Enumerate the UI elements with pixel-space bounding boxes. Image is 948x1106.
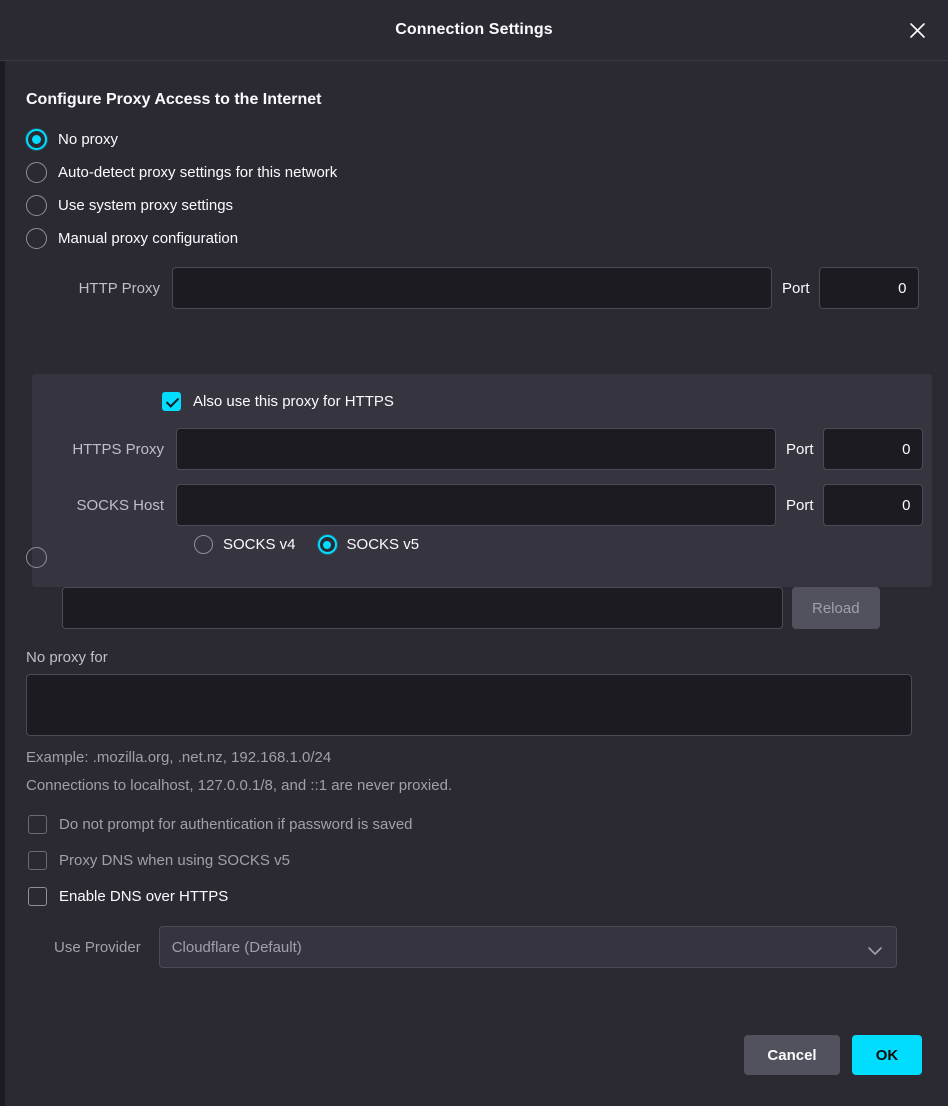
also-https-checkbox[interactable] <box>162 392 181 411</box>
radio-auto-detect[interactable] <box>26 162 47 183</box>
option-row-enable-doh[interactable] <box>26 887 922 906</box>
radio-socks-v5[interactable] <box>318 535 337 554</box>
pac-url-row <box>26 587 922 629</box>
socks-host-input[interactable] <box>176 484 776 526</box>
https-proxy-label: HTTPS Proxy <box>72 440 164 458</box>
socks-port-label: Port <box>786 496 814 514</box>
radio-row-no-proxy[interactable] <box>26 123 922 156</box>
https-socks-group <box>32 374 932 587</box>
reload-button[interactable]: Reload <box>792 587 880 629</box>
radio-row-auto-detect[interactable] <box>26 156 922 189</box>
cancel-button[interactable]: Cancel <box>744 1035 840 1075</box>
radio-label-socks-v5: SOCKS v5 <box>346 536 420 553</box>
pac-url-input[interactable] <box>62 587 783 629</box>
radio-row-system-proxy[interactable] <box>26 189 922 222</box>
radio-pac-url[interactable] <box>26 547 47 568</box>
radio-label-system-proxy: Use system proxy settings <box>58 197 234 214</box>
no-proxy-example: Example: .mozilla.org, .net.nz, 192.168.1.0/24 <box>26 749 332 766</box>
https-port-input[interactable] <box>823 428 923 470</box>
option-row-proxy-dns-socks5[interactable] <box>26 851 922 870</box>
proxy-dns-socks5-checkbox[interactable] <box>28 851 47 870</box>
also-https-row[interactable] <box>32 386 932 416</box>
ok-button[interactable]: OK <box>852 1035 922 1075</box>
http-port-label: Port <box>782 279 810 297</box>
radio-label-manual-proxy: Manual proxy configuration <box>58 230 239 247</box>
socks-host-label: SOCKS Host <box>76 496 164 514</box>
socks-port-input[interactable] <box>823 484 923 526</box>
http-proxy-row <box>26 267 922 309</box>
no-proxy-for-label: No proxy for <box>26 649 108 666</box>
provider-row <box>26 926 922 968</box>
enable-doh-label: Enable DNS over HTTPS <box>59 888 229 905</box>
radio-row-socks-v4[interactable] <box>194 535 296 554</box>
http-port-input[interactable] <box>819 267 919 309</box>
radio-manual-proxy[interactable] <box>26 228 47 249</box>
radio-label-socks-v4: SOCKS v4 <box>223 536 296 553</box>
dialog-footer <box>0 1024 948 1106</box>
option-row-no-prompt-auth[interactable] <box>26 815 922 834</box>
provider-label: Use Provider <box>54 938 141 956</box>
radio-no-proxy[interactable] <box>26 129 47 150</box>
provider-selected-value: Cloudflare (Default) <box>171 938 302 956</box>
radio-label-no-proxy: No proxy <box>58 131 119 148</box>
localhost-note: Connections to localhost, 127.0.0.1/8, and ::1 are never proxied. <box>26 777 453 794</box>
radio-row-socks-v5[interactable] <box>318 535 420 554</box>
http-proxy-label: HTTP Proxy <box>78 279 160 297</box>
no-proxy-for-input[interactable] <box>26 674 912 736</box>
https-proxy-input[interactable] <box>176 428 776 470</box>
chevron-down-icon <box>868 943 882 960</box>
proxy-dns-socks5-label: Proxy DNS when using SOCKS v5 <box>59 852 290 869</box>
https-proxy-row <box>32 428 932 470</box>
radio-system-proxy[interactable] <box>26 195 47 216</box>
close-icon[interactable] <box>900 13 934 47</box>
enable-doh-checkbox[interactable] <box>28 887 47 906</box>
radio-row-manual-proxy[interactable] <box>26 222 922 255</box>
provider-select[interactable] <box>159 926 897 968</box>
socks-host-row <box>32 484 932 526</box>
no-prompt-auth-checkbox[interactable] <box>28 815 47 834</box>
https-port-label: Port <box>786 440 814 458</box>
radio-label-auto-detect: Auto-detect proxy settings for this network <box>58 164 338 181</box>
section-heading: Configure Proxy Access to the Internet <box>26 91 322 108</box>
dialog-titlebar <box>0 0 948 61</box>
dialog-content <box>0 61 948 1106</box>
http-proxy-input[interactable] <box>172 267 772 309</box>
dialog-title: Connection Settings <box>395 21 553 38</box>
socks-version-row <box>32 535 932 554</box>
also-https-label: Also use this proxy for HTTPS <box>193 392 394 410</box>
radio-socks-v4[interactable] <box>194 535 213 554</box>
no-prompt-auth-label: Do not prompt for authentication if password is saved <box>59 816 413 833</box>
